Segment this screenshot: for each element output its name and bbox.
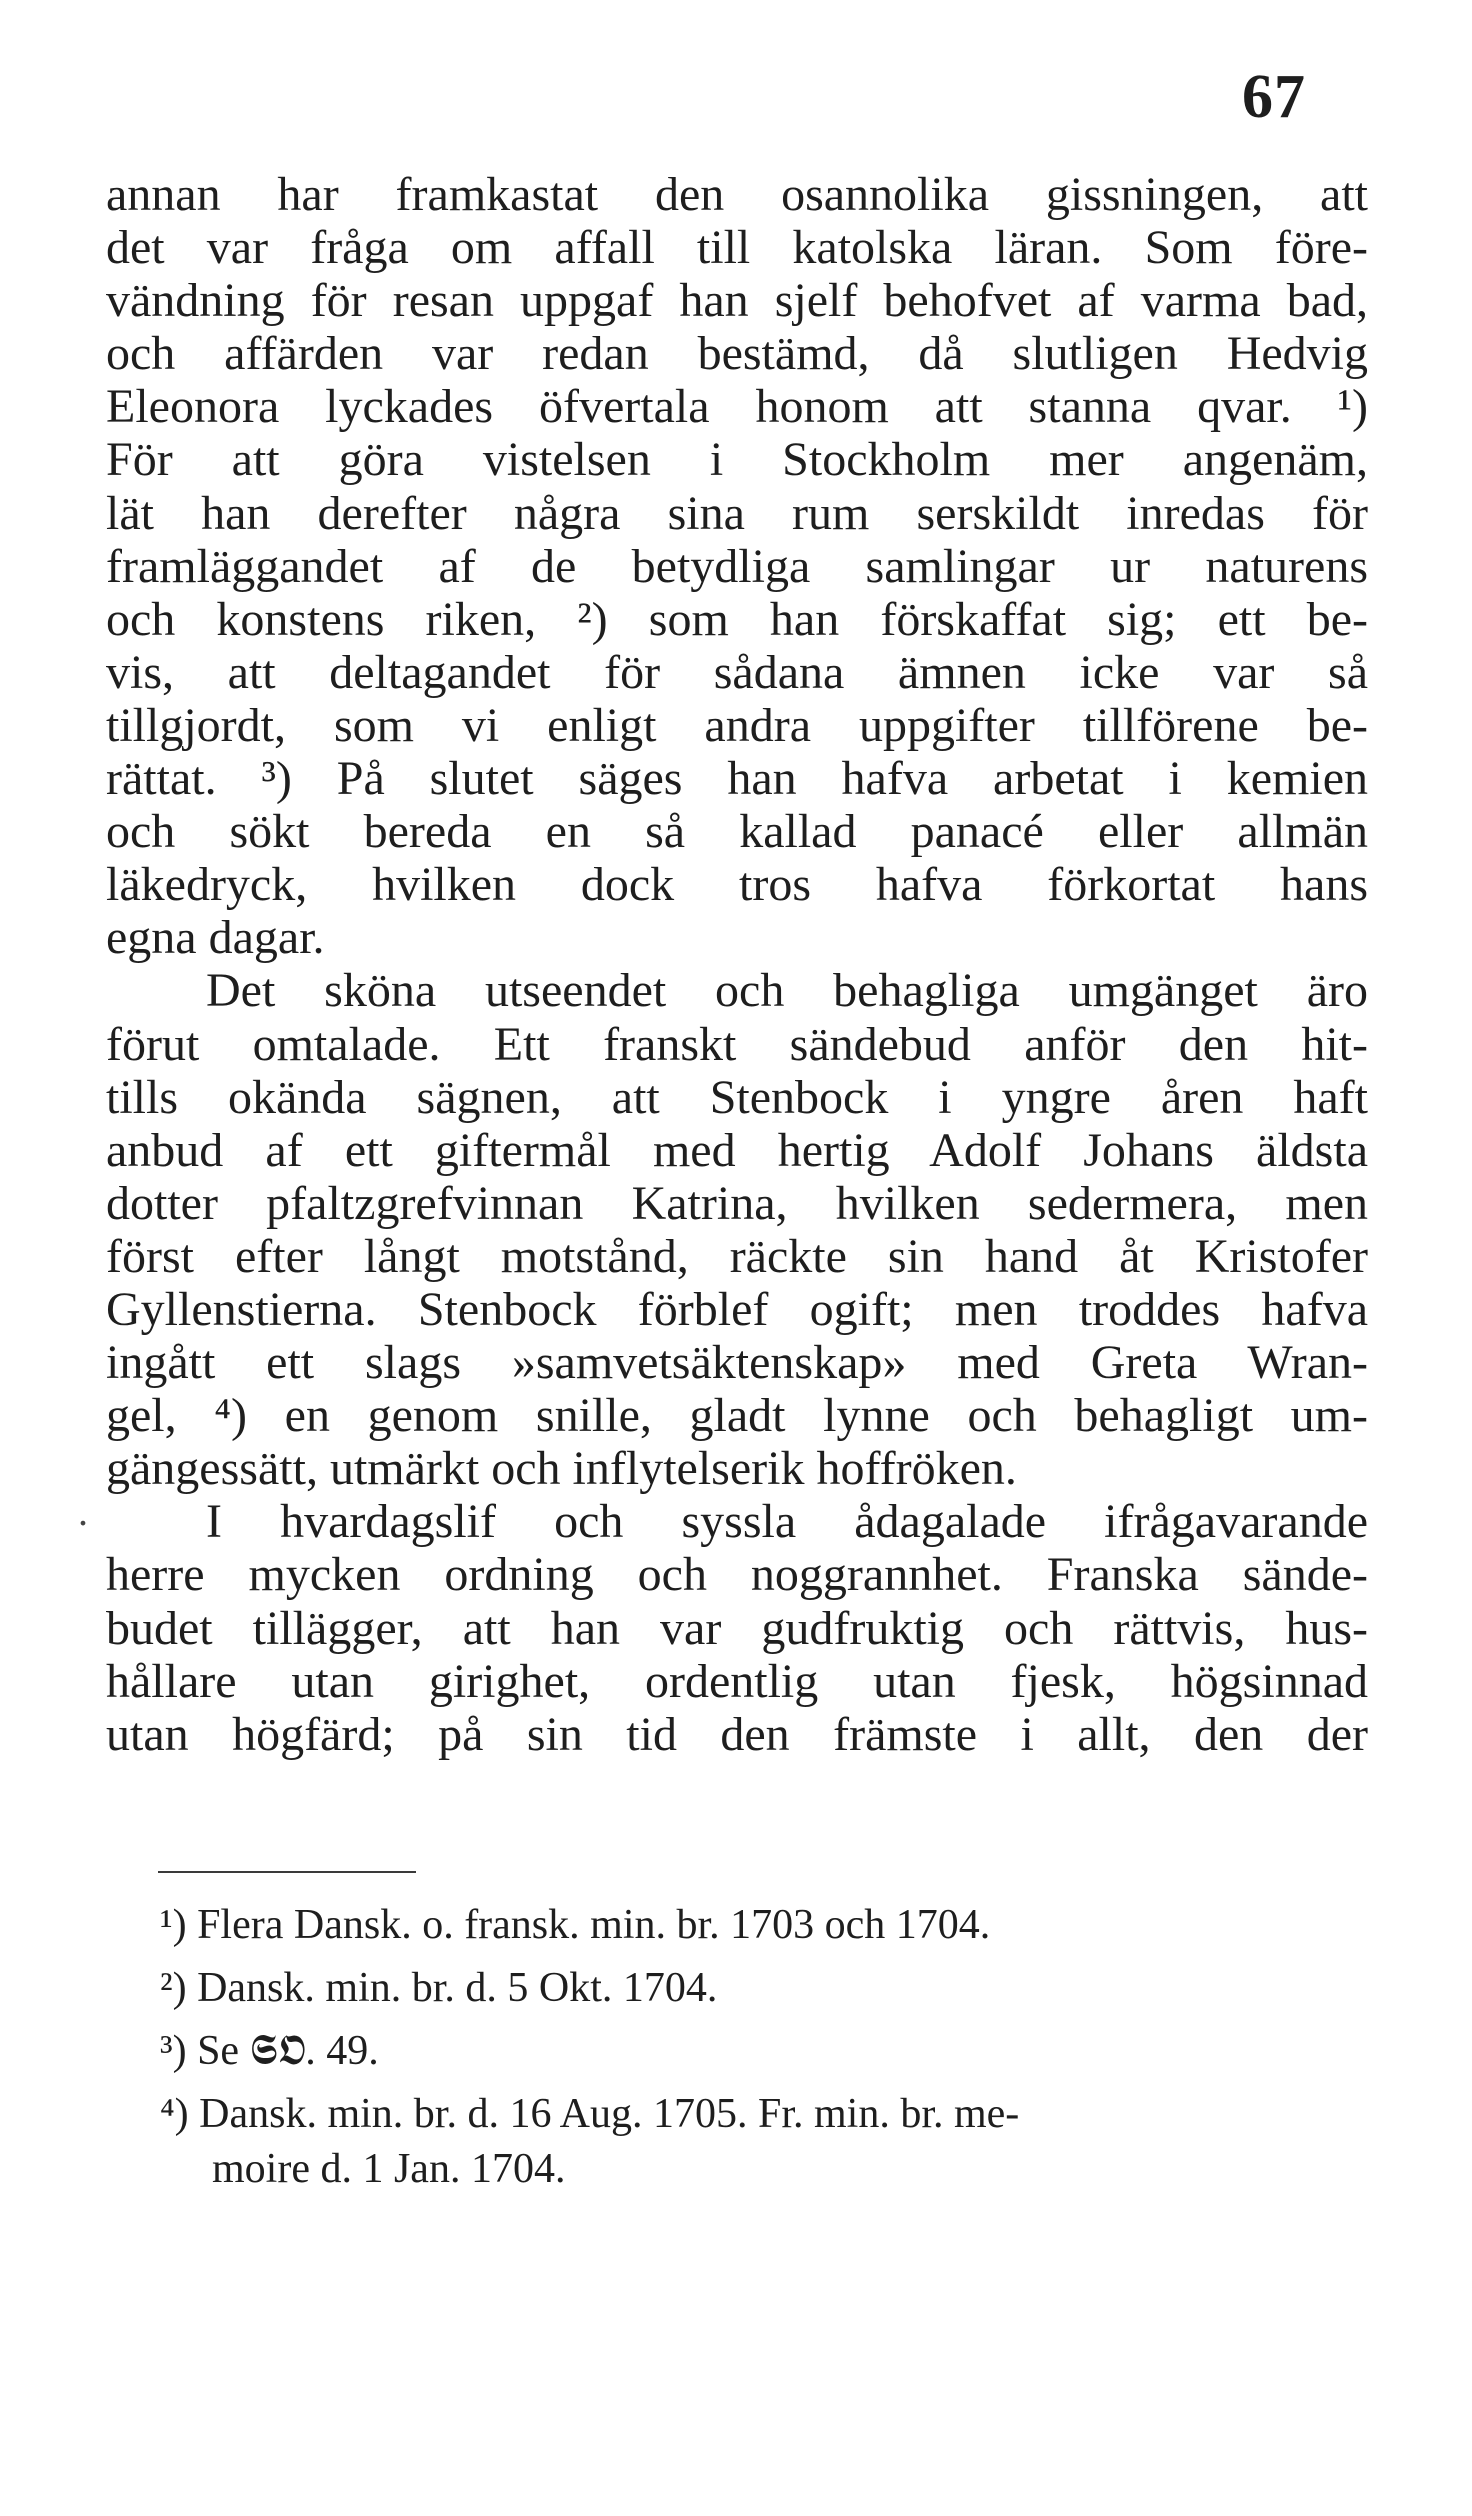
text-line-27: herre mycken ordning och noggrannhet. Franska sände-	[106, 1548, 1368, 1602]
text-line-20: dotter pfaltzgrefvinnan Katrina, hvilken sedermera, men	[106, 1176, 1368, 1230]
text-line-5: Eleonora lyckades öfvertala honom att stanna qvar. ¹)	[106, 380, 1368, 434]
text-line-23: ingått ett slags »samvetsäktenskap» med Greta Wran-	[106, 1336, 1368, 1390]
page-number: 67	[1242, 63, 1306, 131]
text-line-7: lät han derefter några sina rum serskildt inredas för	[106, 486, 1368, 540]
text-line-4: och affärden var redan bestämd, då slutligen Hedvig	[106, 327, 1368, 381]
text-line-24: gel, ⁴) en genom snille, gladt lynne och behagligt um-	[106, 1389, 1368, 1443]
text-line-16: Det sköna utseendet och behagliga umgänget äro	[206, 964, 1368, 1018]
text-line-12: rättat. ³) På slutet säges han hafva arbetat i kemien	[106, 752, 1368, 806]
footnote-1: ¹) Flera Dansk. o. fransk. min. br. 1703 och 1704.	[160, 1902, 991, 1948]
footnotes	[160, 1898, 1360, 2197]
text-line-11: tillgjordt, som vi enligt andra uppgifter tillförene be-	[106, 698, 1368, 752]
footnote-4: ⁴) Dansk. min. br. d. 16 Aug. 1705. Fr. min. br. me-	[160, 2091, 1020, 2137]
text-line-3: vändning för resan uppgaf han sjelf behofvet af varma bad,	[106, 274, 1368, 328]
text-line-9: och konstens riken, ²) som han förskaffat sig; ett be-	[106, 592, 1368, 646]
text-line-14: läkedryck, hvilken dock tros hafva förkortat hans	[106, 858, 1368, 912]
text-line-30: utan högfärd; på sin tid den främste i allt, den der	[106, 1707, 1368, 1761]
text-line-8: framläggandet af de betydliga samlingar ur naturens	[106, 539, 1368, 593]
text-line-21: först efter långt motstånd, räckte sin hand åt Kristofer	[106, 1229, 1368, 1283]
text-line-19: anbud af ett giftermål med hertig Adolf Johans äldsta	[106, 1123, 1368, 1177]
text-line-6: För att göra vistelsen i Stockholm mer angenäm,	[106, 433, 1368, 487]
text-line-22: Gyllenstierna. Stenbock förblef ogift; men troddes hafva	[106, 1282, 1368, 1336]
body-text	[106, 168, 1368, 1761]
footnote-4-continued: moire d. 1 Jan. 1704.	[212, 2146, 566, 2192]
text-line-29: hållare utan girighet, ordentlig utan fjesk, högsinnad	[106, 1654, 1368, 1708]
text-line-25: gängessätt, utmärkt och inflytelserik hoffröken.	[106, 1442, 1017, 1496]
text-line-13: och sökt bereda en så kallad panacé eller allmän	[106, 805, 1368, 859]
text-line-17: förut omtalade. Ett franskt sändebud anför den hit-	[106, 1017, 1368, 1071]
text-line-10: vis, att deltagandet för sådana ämnen icke var så	[106, 645, 1368, 699]
footnote-divider	[158, 1871, 416, 1873]
text-line-2: det var fråga om affall till katolska läran. Som före-	[106, 221, 1368, 275]
footnote-2: ²) Dansk. min. br. d. 5 Okt. 1704.	[160, 1965, 718, 2011]
text-line-1: annan har framkastat den osannolika gissningen, att	[106, 168, 1368, 221]
footnote-3: ³) Se 𝕾𝕺. 49.	[160, 2028, 379, 2074]
margin-mark: .	[78, 1489, 88, 1534]
text-line-18: tills okända sägnen, att Stenbock i yngre åren haft	[106, 1070, 1368, 1124]
text-line-28: budet tillägger, att han var gudfruktig och rättvis, hus-	[106, 1601, 1368, 1655]
text-line-26: I hvardagslif och syssla ådagalade ifrågavarande	[206, 1495, 1368, 1549]
text-line-15: egna dagar.	[106, 911, 325, 965]
